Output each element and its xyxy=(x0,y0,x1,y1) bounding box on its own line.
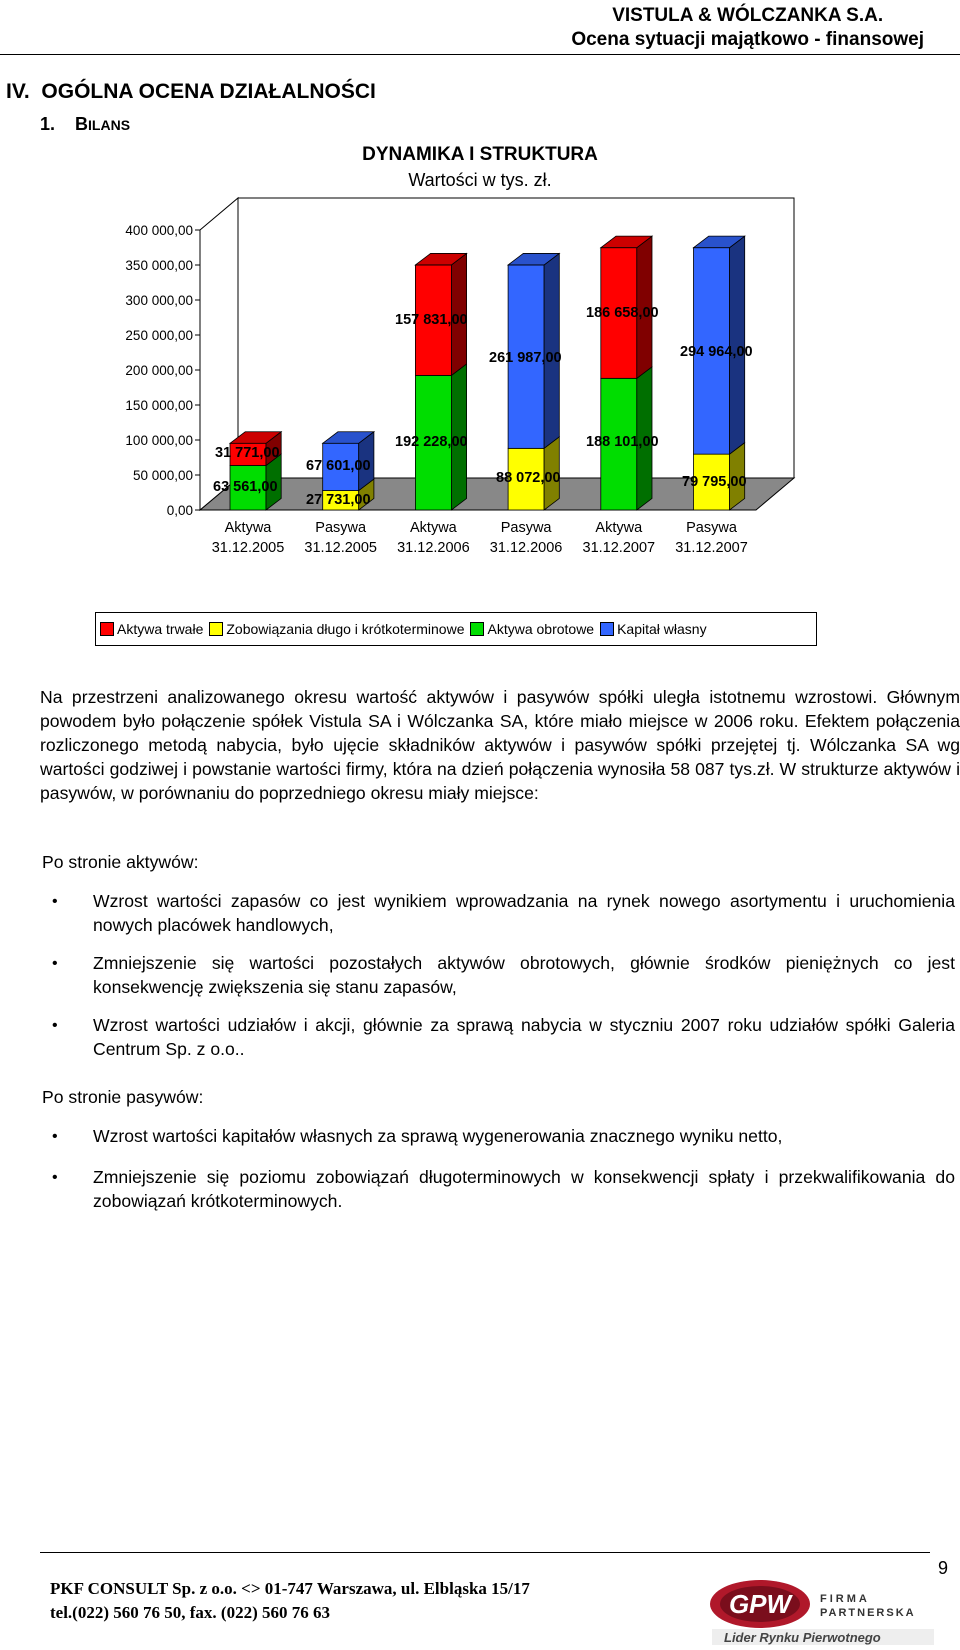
y-tick-label: 250 000,00 xyxy=(125,328,193,343)
legend-label: Aktywa trwałe xyxy=(117,621,204,637)
bullet-dot: • xyxy=(52,1017,58,1034)
x-category-label: Aktywa xyxy=(224,520,272,536)
legend-item xyxy=(470,621,594,637)
legend-item xyxy=(600,621,707,637)
y-tick-label: 350 000,00 xyxy=(125,258,193,273)
legend-swatch xyxy=(470,622,484,636)
legend-item xyxy=(209,621,464,637)
data-label: 79 795,00 xyxy=(682,474,747,490)
x-category-label: 31.12.2006 xyxy=(489,540,563,556)
intro-paragraph: Na przestrzeni analizowanego okresu wartość aktywów i pasywów spółki uległa istotnemu wzrostowi. Głównym powodem było połączenie spółek Vistula SA i Wólczanka SA, które miało miejsce w 2006 roku. Efektem połączenia rozliczonego metodą nabycia, było ujęcie składników aktywów i pasywów spółki przejętej tj. Wólczanka SA wg wartości godziwej i powstanie wartości firmy, która na dzień połączenia wynosiła 58 087 tys.zł. W strukturze aktywów i pasywów, w porównaniu do poprzedniego okresu miały miejsce: xyxy=(40,687,960,803)
y-tick-label: 0,00 xyxy=(166,503,193,518)
y-tick-label: 300 000,00 xyxy=(125,293,193,308)
subsection-number: 1. xyxy=(40,114,56,134)
header-company: VISTULA & WÓLCZANKA S.A. xyxy=(612,5,884,26)
legend-label: Aktywa obrotowe xyxy=(487,621,595,637)
footer-line-1: PKF CONSULT Sp. z o.o. <> 01-747 Warszawa, ul. Elbląska 15/17 xyxy=(50,1579,530,1598)
x-category-label: 31.12.2005 xyxy=(304,540,377,556)
footer-address xyxy=(50,1577,530,1625)
section-number: IV. xyxy=(6,80,30,103)
y-tick-label: 400 000,00 xyxy=(125,223,193,238)
x-category-label: Aktywa xyxy=(410,520,457,536)
chart-legend xyxy=(95,612,817,646)
bullet-dot: • xyxy=(52,1169,58,1186)
logo-tagline: Lider Rynku Pierwotnego xyxy=(724,1630,881,1645)
y-tick-label: 200 000,00 xyxy=(125,363,193,378)
subsection-title-rest: ILANS xyxy=(88,117,131,133)
asset-item: Wzrost wartości zapasów co jest wynikiem wprowadzania na rynek nowego asortymentu i uruchomienia nowych placówek handlowych, xyxy=(93,891,955,935)
data-label: 188 101,00 xyxy=(586,434,659,450)
page-number: 9 xyxy=(937,1558,948,1578)
header-subtitle: Ocena sytuacji majątkowo - finansowej xyxy=(571,29,924,50)
bullet-dot: • xyxy=(52,1128,58,1145)
legend-swatch xyxy=(100,622,114,636)
liability-item: Zmniejszenie się poziomu zobowiązań długoterminowych w konsekwencji spłaty i przekwalifikowania do zobowiązań krótkoterminowych. xyxy=(93,1167,955,1211)
y-tick-label: 100 000,00 xyxy=(125,433,193,448)
bullet-dot: • xyxy=(52,893,58,910)
data-label: 63 561,00 xyxy=(213,479,278,495)
legend-swatch xyxy=(600,622,614,636)
logo-line-1: FIRMA xyxy=(820,1593,870,1605)
logo-mark: GPW xyxy=(728,1589,792,1619)
x-category-label: Pasywa xyxy=(315,520,367,536)
asset-item: Wzrost wartości udziałów i akcji, głównie za sprawą nabycia w styczniu 2007 roku udziałów spółki Galeria Centrum Sp. z o.o.. xyxy=(93,1015,955,1059)
legend-item xyxy=(100,621,203,637)
x-category-label: Pasywa xyxy=(686,520,737,536)
x-category-label: Pasywa xyxy=(500,520,552,536)
data-label: 186 658,00 xyxy=(586,305,659,321)
logo-line-2: PARTNERSKA xyxy=(820,1607,916,1619)
y-tick-label: 50 000,00 xyxy=(132,468,193,483)
liabilities-heading: Po stronie pasywów: xyxy=(42,1087,204,1107)
footer-rule xyxy=(40,1552,930,1553)
bullet-dot: • xyxy=(52,955,58,972)
data-label: 31 771,00 xyxy=(215,445,280,461)
assets-heading: Po stronie aktywów: xyxy=(42,852,199,872)
x-category-label: 31.12.2006 xyxy=(397,540,470,556)
data-label: 157 831,00 xyxy=(395,312,468,328)
asset-item: Zmniejszenie się wartości pozostałych aktywów obrotowych, głównie środków pieniężnych co jest konsekwencję zwiększenia się stanu zapasów, xyxy=(93,953,955,997)
data-label: 67 601,00 xyxy=(306,458,371,474)
x-category-label: 31.12.2007 xyxy=(582,540,656,556)
x-category-label: 31.12.2007 xyxy=(675,540,748,556)
subsection-title-first: B xyxy=(75,114,89,134)
footer-line-2: tel.(022) 560 76 50, fax. (022) 560 76 63 xyxy=(50,1603,330,1622)
data-label: 88 072,00 xyxy=(496,470,561,486)
data-label: 192 228,00 xyxy=(395,434,468,450)
section-title: OGÓLNA OCENA DZIAŁALNOŚCI xyxy=(41,80,376,103)
chart-subtitle: Wartości w tys. zł. xyxy=(408,170,552,190)
stacked-bar-chart xyxy=(0,0,960,600)
gpw-partner-logo xyxy=(700,1566,940,1650)
x-category-label: Aktywa xyxy=(595,520,643,536)
legend-label: Zobowiązania długo i krótkoterminowe xyxy=(226,621,465,637)
legend-swatch xyxy=(209,622,223,636)
data-label: 261 987,00 xyxy=(489,350,562,366)
data-label: 294 964,00 xyxy=(680,344,753,360)
legend-label: Kapitał własny xyxy=(617,621,707,637)
liability-item: Wzrost wartości kapitałów własnych za sprawą wygenerowania znacznego wyniku netto, xyxy=(93,1126,783,1146)
data-label: 27 731,00 xyxy=(306,492,371,508)
y-tick-label: 150 000,00 xyxy=(125,398,193,413)
x-category-label: 31.12.2005 xyxy=(211,540,285,556)
chart-title: DYNAMIKA I STRUKTURA xyxy=(362,144,598,165)
